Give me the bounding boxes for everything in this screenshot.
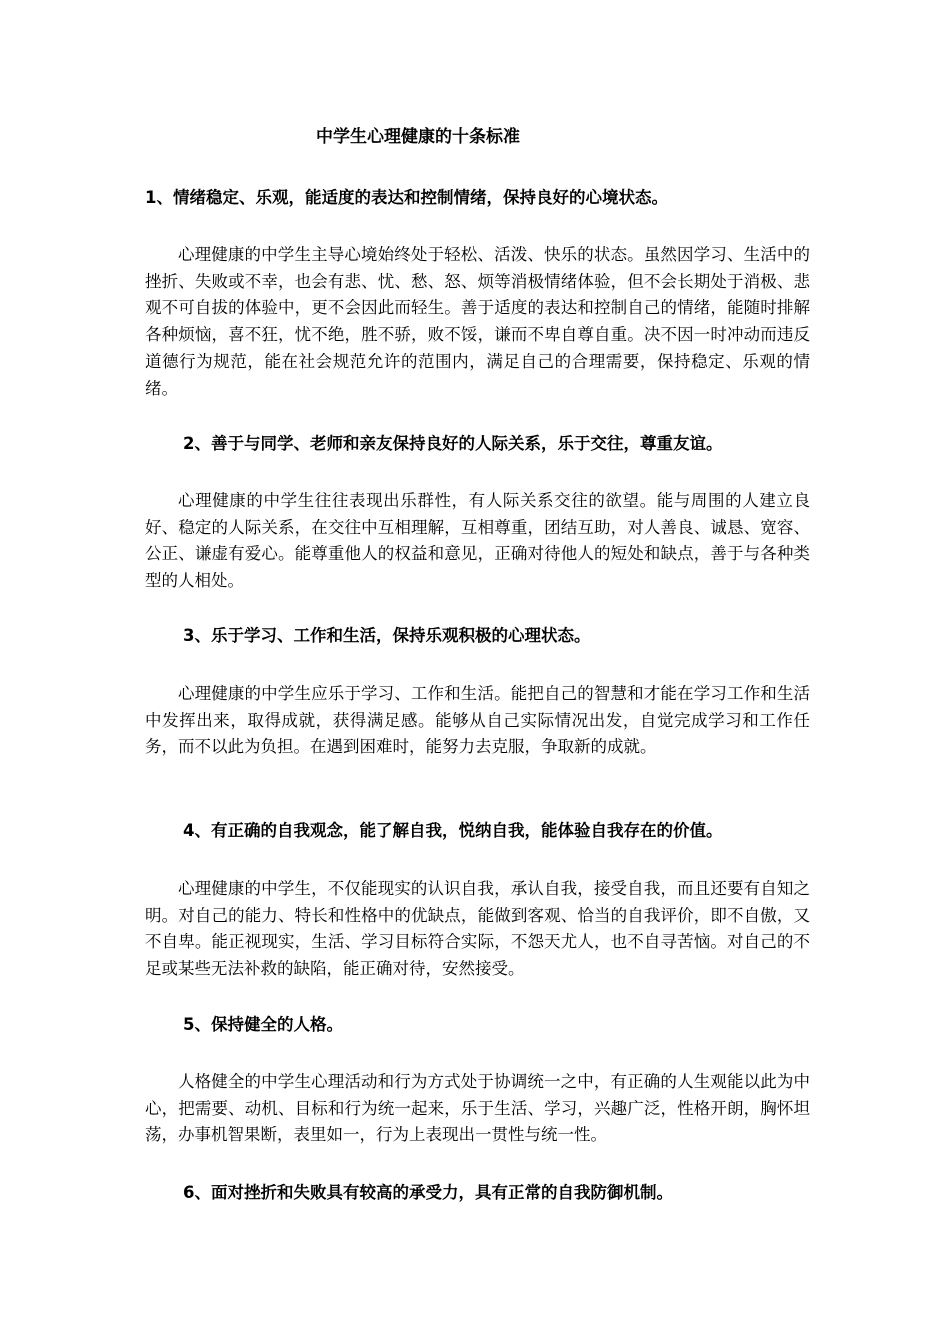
section-heading-2: 2、善于与同学、老师和亲友保持良好的人际关系，乐于交往，尊重友谊。 (183, 434, 723, 453)
section-body-4: 心理健康的中学生，不仅能现实的认识自我，承认自我，接受自我，而且还要有自知之明。对自己的能力、特长和性格中的优缺点，能做到客观、恰当的自我评价，即不自傲，又不自卑。能正视现实，生活、学习目标符合实际，不怨天尤人，也不自寻苦恼。对自己的不足或某些无法补救的缺陷，能正确对待，安然接受。 (145, 879, 810, 979)
section-heading-3: 3、乐于学习、工作和生活，保持乐观积极的心理状态。 (183, 626, 591, 645)
section-body-1: 心理健康的中学生主导心境始终处于轻松、活泼、快乐的状态。虽然因学习、生活中的挫折、失败或不幸，也会有悲、忧、愁、怒、烦等消极情绪体验，但不会长期处于消极、悲观不可自拔的体验中，更不会因此而轻生。善于适度的表达和控制自己的情绪，能随时排解各种烦恼，喜不狂，忧不绝，胜不骄，败不馁，谦而不卑自尊自重。决不因一时冲动而违反道德行为规范，能在社会规范允许的范围内，满足自己的合理需要，保持稳定、乐观的情绪。 (145, 245, 810, 398)
section-heading-4: 4、有正确的自我观念，能了解自我，悦纳自我，能体验自我存在的价值。 (183, 821, 723, 840)
section-body-3: 心理健康的中学生应乐于学习、工作和生活。能把自己的智慧和才能在学习工作和生活中发挥出来，取得成就，获得满足感。能够从自己实际情况出发，自觉完成学习和工作任务，而不以此为负担。在遇到困难时，能努力去克服，争取新的成就。 (145, 684, 810, 757)
section-body-5: 人格健全的中学生心理活动和行为方式处于协调统一之中，有正确的人生观能以此为中心，把需要、动机、目标和行为统一起来，乐于生活、学习，兴趣广泛，性格开朗，胸怀坦荡，办事机智果断，表里如一，行为上表现出一贯性与统一性。 (145, 1072, 810, 1145)
section-heading-5: 5、保持健全的人格。 (183, 1015, 343, 1034)
section-body-2: 心理健康的中学生往往表现出乐群性，有人际关系交往的欲望。能与周围的人建立良好、稳定的人际关系，在交往中互相理解，互相尊重，团结互助，对人善良、诚恳、宽容、公正、谦虚有爱心。能尊重他人的权益和意见，正确对待他人的短处和缺点，善于与各种类型的人相处。 (145, 491, 810, 591)
section-heading-6: 6、面对挫折和失败具有较高的承受力，具有正常的自我防御机制。 (183, 1183, 673, 1202)
section-heading-1: 1、情绪稳定、乐观，能适度的表达和控制情绪，保持良好的心境状态。 (145, 188, 668, 207)
document-title: 中学生心理健康的十条标准 (316, 127, 520, 147)
